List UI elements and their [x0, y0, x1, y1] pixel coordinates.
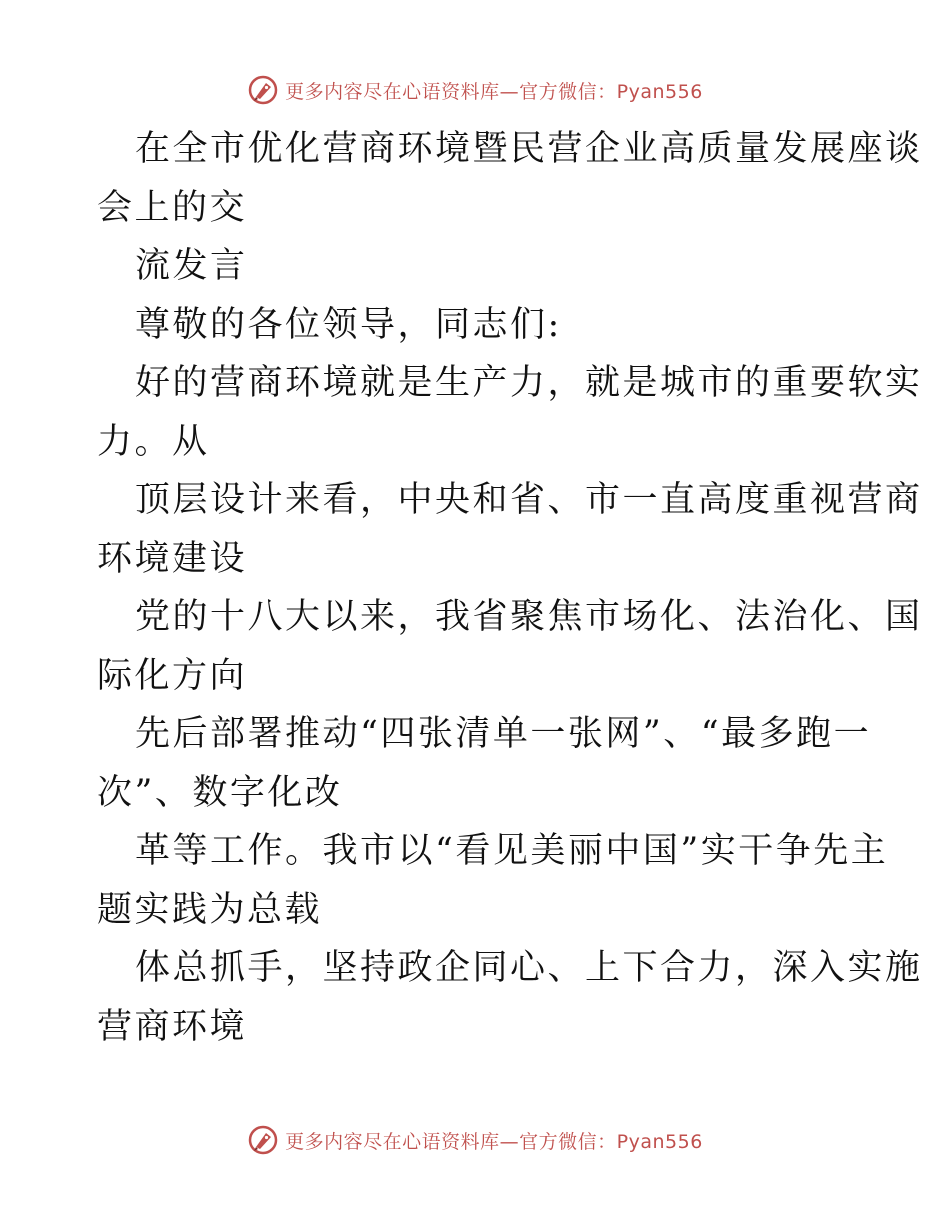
text-line: 顶层设计来看，中央和省、市一直高度重视营商 — [135, 480, 923, 520]
text-line: 先后部署推动“四张清单一张网”、“最多跑一 — [135, 714, 872, 754]
text-line: 尊敬的各位领导，同志们: — [135, 304, 562, 345]
footer-watermark-banner — [0, 1120, 950, 1160]
pen-nib-logo-icon — [247, 74, 279, 106]
header-watermark-banner — [0, 70, 950, 110]
document-body — [97, 120, 923, 1056]
text-line: 营商环境 — [97, 1006, 248, 1047]
footer-watermark-text: 更多内容尽在心语资料库—官方微信：Pyan556 — [285, 1130, 703, 1153]
text-line: 党的十八大以来，我省聚焦市场化、法治化、国 — [135, 597, 923, 637]
text-line: 流发言 — [135, 246, 248, 286]
text-line: 力。从 — [97, 421, 210, 462]
text-line: 会上的交 — [97, 187, 248, 228]
text-line: 革等工作。我市以“看见美丽中国”实干争先主 — [135, 831, 889, 871]
pen-nib-logo-icon — [247, 1124, 279, 1156]
text-line: 环境建设 — [97, 538, 248, 579]
text-line: 体总抓手，坚持政企同心、上下合力，深入实施 — [135, 948, 923, 988]
text-line: 在全市优化营商环境暨民营企业高质量发展座谈 — [135, 129, 923, 169]
text-line: 际化方向 — [97, 655, 248, 696]
text-line: 好的营商环境就是生产力，就是城市的重要软实 — [135, 363, 923, 403]
header-watermark-text: 更多内容尽在心语资料库—官方微信：Pyan556 — [285, 80, 703, 103]
text-line: 题实践为总载 — [97, 889, 323, 930]
text-line: 次”、数字化改 — [97, 772, 343, 813]
